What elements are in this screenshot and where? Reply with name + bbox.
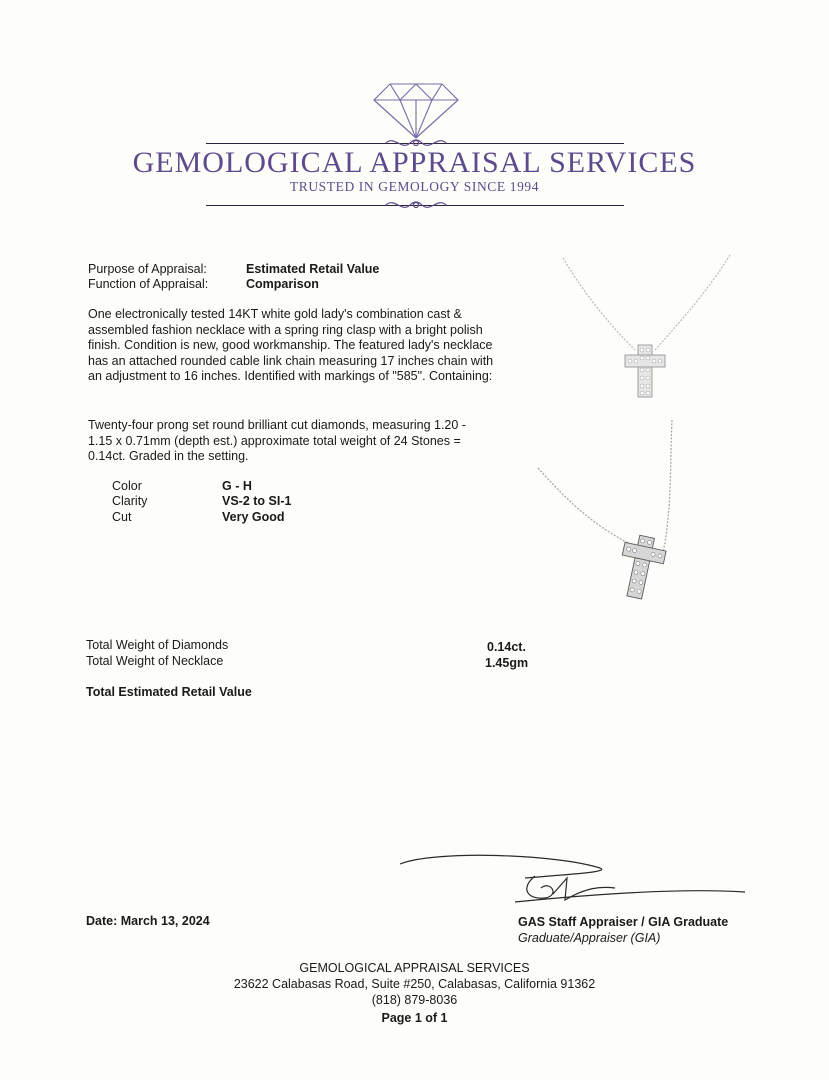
footer-company: GEMOLOGICAL APPRAISAL SERVICES (299, 961, 530, 975)
grade-value-cut: Very Good (222, 510, 285, 524)
page-number: Page 1 of 1 (381, 1011, 448, 1025)
appraiser-title: GAS Staff Appraiser / GIA Graduate (518, 915, 729, 929)
diamond-description: Twenty-four prong set round brilliant cut diamonds, measuring 1.20 - 1.15 x 0.71mm (depth est.) approximate total weight of 24 Stones = 0.14ct. Graded in the setting. (88, 418, 466, 463)
total-retail-value-label: Total Estimated Retail Value (86, 685, 252, 699)
grade-label-cut: Cut (112, 510, 132, 524)
appraiser-subtitle: Graduate/Appraiser (GIA) (518, 931, 661, 945)
company-name: GEMOLOGICAL APPRAISAL SERVICES (132, 146, 697, 179)
grade-value-clarity: VS-2 to SI-1 (222, 494, 292, 508)
necklace-photo-front (555, 250, 735, 400)
necklace-photo-angled (530, 418, 690, 608)
purpose-label: Purpose of Appraisal: (88, 262, 207, 276)
function-value: Comparison (246, 277, 319, 291)
company-tagline: TRUSTED IN GEMOLOGY SINCE 1994 (289, 179, 540, 194)
purpose-value: Estimated Retail Value (246, 262, 380, 276)
appraisal-date: Date: March 13, 2024 (86, 914, 210, 928)
item-description: One electronically tested 14KT white gold lady's combination cast & assembled fashion necklace with a spring ring clasp with a bright polish finish. Condition is new, good workmanship. The featured lady's necklace has an attached rounded cable link chain measuring 17 inches chain with an adjustment to 16 inches. Identified with markings of "585". Containing: (88, 307, 494, 383)
appraiser-signature (395, 848, 755, 918)
total-necklace-weight-value: 1.45gm (485, 656, 529, 670)
grade-label-color: Color (112, 479, 142, 493)
diamond-logo-icon (372, 80, 460, 140)
footer-phone: (818) 879-8036 (371, 993, 458, 1007)
total-necklace-weight-label: Total Weight of Necklace (86, 654, 224, 668)
total-diamond-weight-value: 0.14ct. (487, 640, 526, 654)
bottom-flourish-icon (384, 197, 448, 213)
grade-label-clarity: Clarity (112, 494, 148, 508)
function-label: Function of Appraisal: (88, 277, 209, 291)
grade-value-color: G - H (222, 479, 252, 493)
footer-address: 23622 Calabasas Road, Suite #250, Calabasas, California 91362 (233, 977, 596, 991)
total-diamond-weight-label: Total Weight of Diamonds (86, 638, 229, 652)
